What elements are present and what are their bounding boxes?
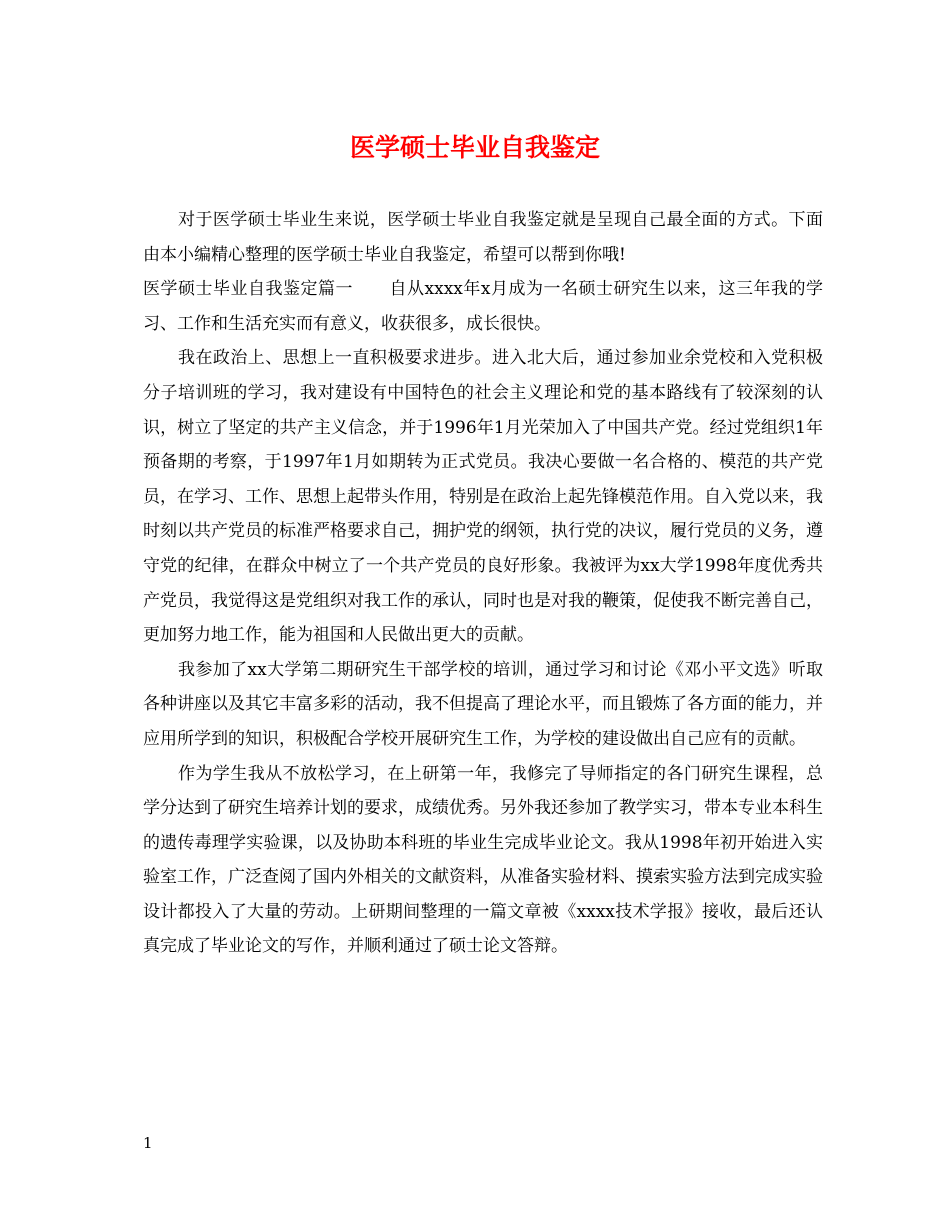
page-number: 1 — [143, 1134, 153, 1152]
study-paragraph: 作为学生我从不放松学习，在上研第一年，我修完了导师指定的各门研究生课程，总学分达到了研究生培养计划的要求，成绩优秀。另外我还参加了教学实习，带本专业本科生的遗传毒理学实验课，以及协助本科班的毕业生完成毕业论文。我从1998年初开始进入实验室工作，广泛查阅了国内外相关的文献资料，从准备实验材料、摸索实验方法到完成实验设计都投入了大量的劳动。上研期间整理的一篇文章被《xxxx技术学报》接收，最后还认真完成了毕业论文的写作，并顺利通过了硕士论文答辩。 — [143, 763, 823, 957]
document-title: 医学硕士毕业自我鉴定 — [349, 133, 600, 162]
training-paragraph: 我参加了xx大学第二期研究生干部学校的培训，通过学习和讨论《邓小平文选》听取各种讲座以及其它丰富多彩的活动，我不但提高了理论水平，而且锻炼了各方面的能力，并应用所学到的知识，积极配合学校开展研究生工作，为学校的建设做出自己应有的贡献。 — [143, 659, 823, 749]
intro-paragraph: 对于医学硕士毕业生来说，医学硕士毕业自我鉴定就是呈现自己最全面的方式。下面由本小编精心整理的医学硕士毕业自我鉴定，希望可以帮到你哦! — [143, 210, 823, 265]
politics-paragraph: 我在政治上、思想上一直积极要求进步。进入北大后，通过参加业余党校和入党积极分子培训班的学习，我对建设有中国特色的社会主义理论和党的基本路线有了较深刻的认识，树立了坚定的共产主义信念，并于1996年1月光荣加入了中国共产党。经过党组织1年预备期的考察，于1997年1月如期转为正式党员。我决心要做一名合格的、模范的共产党员，在学习、工作、思想上起带头作用，特别是在政治上起先锋模范作用。自入党以来，我时刻以共产党员的标准严格要求自己，拥护党的纲领，执行党的决议，履行党员的义务，遵守党的纪律，在群众中树立了一个共产党员的良好形象。我被评为xx大学1998年度优秀共产党员，我觉得这是党组织对我工作的承认，同时也是对我的鞭策，促使我不断完善自己，更加努力地工作，能为祖国和人民做出更大的贡献。 — [143, 348, 823, 646]
section-heading: 医学硕士毕业自我鉴定篇一 — [143, 279, 354, 300]
section-opening-text: 自从xxxx年x月成为一名硕士研究生以来，这三年我的学习、工作和生活充实而有意义，收获很多，成长很快。 — [143, 279, 824, 334]
section-paragraph — [143, 272, 823, 341]
document-body — [143, 203, 823, 964]
